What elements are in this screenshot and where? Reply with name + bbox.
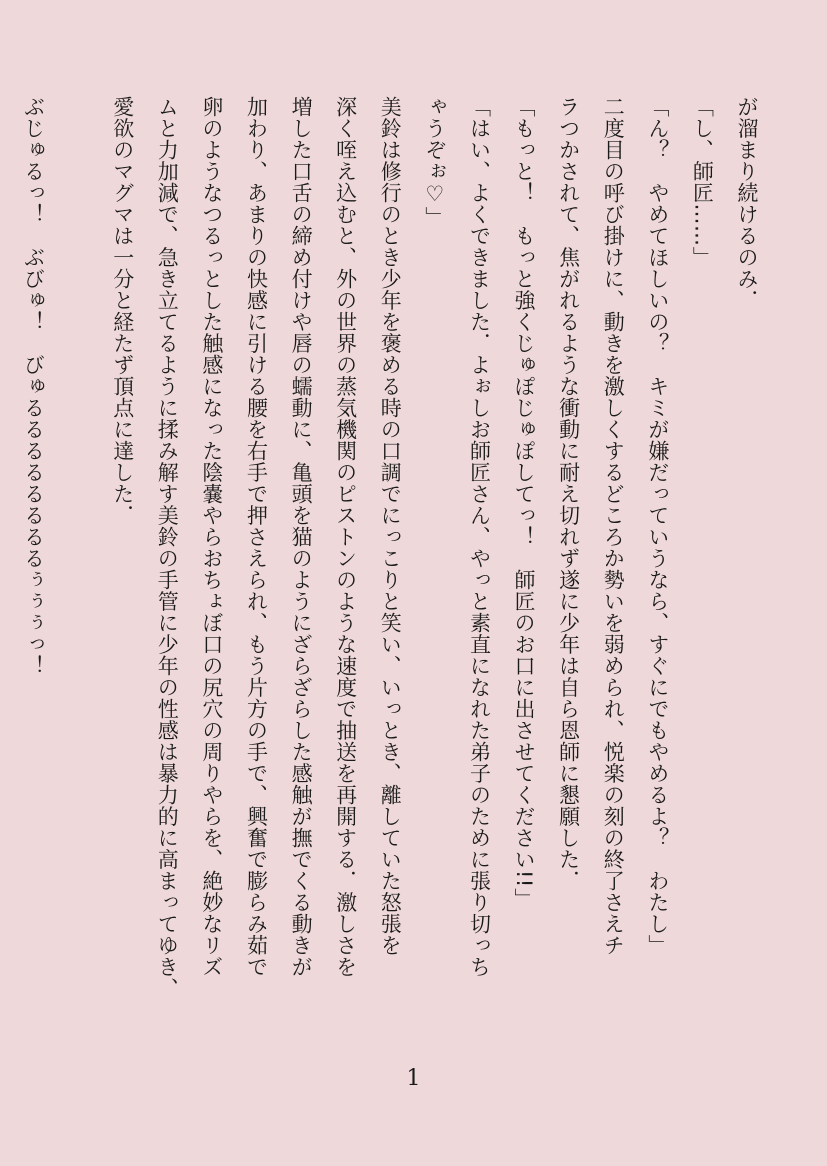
text-line: 美鈴は修行のとき少年を褒める時の口調でにっこりと笑い、いっとき、離していた怒張を bbox=[378, 96, 403, 956]
text-line: ムと力加減で、急き立てるように揉み解す美鈴の手管に少年の性感は暴力的に高まってゆき、 bbox=[155, 96, 180, 999]
text-line: 加わり、あまりの快感に引ける腰を右手で押さえられ、もう片方の手で、興奮で膨らみ茹で bbox=[244, 96, 269, 978]
blank-line bbox=[56, 96, 101, 1056]
text-line: 「ん？ やめてほしいの？ キミが嫌だっていうなら、すぐにでもやめるよ？ わたし」 bbox=[645, 96, 670, 956]
text-line: 深く咥え込むと、外の世界の蒸気機関のピストンのような速度で抽送を再開する．激しさを bbox=[333, 96, 358, 978]
text-line: ぶじゅるっ！ ぶびゅ！ びゅるるるるるるるるぅぅぅっ！ bbox=[21, 96, 46, 677]
text-line: 「もっと！ もっと強くじゅぽじゅぽしてっ！ 師匠のお口に出させてください!!」 bbox=[512, 96, 537, 910]
text-line: が溜まり続けるのみ． bbox=[735, 96, 759, 311]
text-line: 「はい、よくできました．よぉしお師匠さん、やっと素直になれた弟子のために張り切っち bbox=[467, 96, 492, 978]
text-line: ラつかされて、焦がれるような衝動に耐え切れず遂に少年は自ら恩師に懇願した． bbox=[556, 96, 581, 892]
text-line: 卵のようなつるっとした触感になった陰嚢やらおちょぼ口の尻穴の周りやらを、絶妙なリズ bbox=[199, 96, 224, 978]
text-line: ゃうぞぉ♡」 bbox=[422, 96, 447, 228]
page-number: 1 bbox=[406, 1066, 421, 1091]
text-line: 「し、師匠……」 bbox=[690, 96, 715, 268]
vertical-text-body bbox=[21, 96, 769, 1056]
text-line: 二度目の呼び掛けに、動きを激しくするどころか勢いを弱められ、悦楽の刻の終了さえチ bbox=[601, 96, 626, 956]
text-line: 愛欲のマグマは一分と経たず頂点に達した． bbox=[110, 96, 135, 526]
text-line: 増した口舌の締め付けや唇の蠕動に、亀頭を猫のようにざらざらした感触が撫でくる動きが bbox=[289, 96, 314, 978]
